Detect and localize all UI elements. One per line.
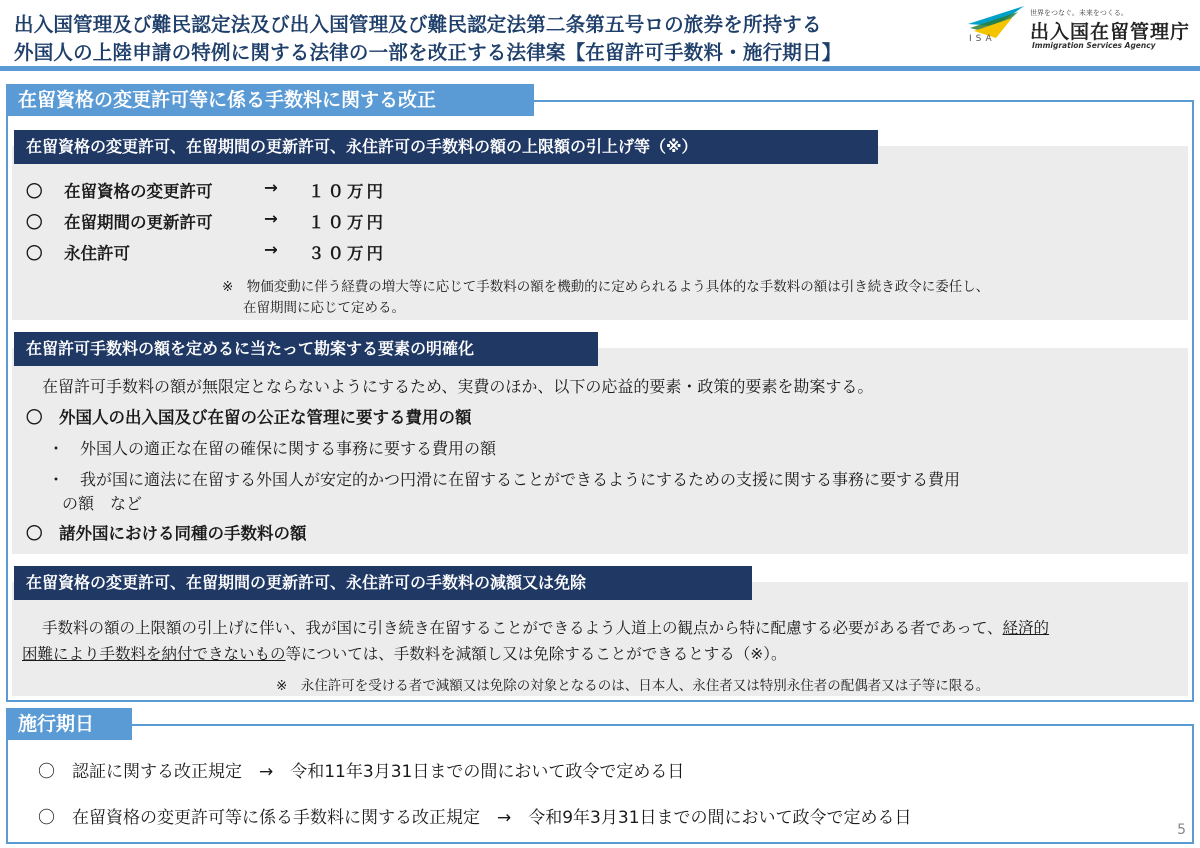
agency-logo xyxy=(966,4,1196,60)
fee-reduction-note: ※ 永住許可を受ける者で減額又は免除の対象となるのは、日本人、永住者又は特別永住者の配偶者又は子等に限る。 xyxy=(276,678,990,694)
fee-item-name: 在留期間の更新許可 xyxy=(64,213,213,232)
fee-item-amount: １０万円 xyxy=(308,213,386,232)
fee-factors-bullet-residence: ・ 外国人の適正な在留の確保に関する事務に要する費用の額 xyxy=(48,439,497,458)
fee-cap-note-line-1: ※ 物価変動に伴う経費の増大等に応じて手数料の額を機動的に定められるよう具体的な手数料の額は引き続き政令に委任し、 xyxy=(222,279,990,295)
fee-factors-item-foreign-fees: 〇 諸外国における同種の手数料の額 xyxy=(26,524,307,543)
fee-cap-heading: 在留資格の変更許可、在留期間の更新許可、永住許可の手数料の額の上限額の引上げ等（※） xyxy=(14,130,878,164)
fee-reduction-underlined: 経済的 xyxy=(1002,619,1050,637)
logo-agency-name: 出入国在留管理庁 xyxy=(1030,21,1191,43)
fee-factors-bullet-support-line-1: ・ 我が国に適法に在留する外国人が安定的かつ円滑に在留することができるようにするための支援に関する事務に要する費用 xyxy=(48,470,961,489)
fee-section-tab: 在留資格の変更許可等に係る手数料に関する改正 xyxy=(6,84,534,116)
fee-factors-bullet-support-line-2: の額 など xyxy=(62,494,143,513)
effective-date-row-fee: 〇 在留資格の変更許可等に係る手数料に関する改正規定 → 令和9年3月31日までの間において政令で定める日 xyxy=(38,808,912,828)
circle-bullet: 〇 xyxy=(26,244,43,263)
fee-reduction-underlined: 困難により手数料を納付できないもの xyxy=(22,645,286,663)
fee-item-amount: １０万円 xyxy=(308,182,386,201)
fee-cap-note-line-2: 在留期間に応じて定める。 xyxy=(243,300,405,316)
logo-agency-name-en: Immigration Services Agency xyxy=(1032,41,1156,50)
logo-tagline: 世界をつなぐ。未来をつくる。 xyxy=(1030,9,1128,17)
page-header xyxy=(0,0,1200,66)
fee-reduction-heading: 在留資格の変更許可、在留期間の更新許可、永住許可の手数料の減額又は免除 xyxy=(14,566,752,600)
logo-acronym: ISA xyxy=(969,34,996,44)
fee-item-name: 永住許可 xyxy=(64,244,130,263)
circle-bullet: 〇 xyxy=(26,182,43,201)
fee-reduction-text: 手数料の額の上限額の引上げに伴い、我が国に引き続き在留することができるよう人道上の観点から特に配慮する必要がある者であって、 xyxy=(42,619,1003,637)
fee-factors-intro: 在留許可手数料の額が無限定とならないようにするため、実費のほか、以下の応益的要素・政策的要素を勘案する。 xyxy=(42,377,874,396)
fee-reduction-paragraph-line-2 xyxy=(22,642,786,664)
fee-reduction-text: 等については、手数料を減額し又は免除することができるとする（※）。 xyxy=(285,645,787,663)
effective-date-row-certification: 〇 認証に関する改正規定 → 令和11年3月31日までの間において政令で定める日 xyxy=(38,762,685,782)
effective-date-tab: 施行期日 xyxy=(6,708,132,740)
fee-item-name: 在留資格の変更許可 xyxy=(64,182,213,201)
fee-item-amount: ３０万円 xyxy=(308,244,386,263)
page-title-line-1: 出入国管理及び難民認定法及び出入国管理及び難民認定法第二条第五号ロの旅券を所持する xyxy=(14,13,822,36)
page-title-line-2: 外国人の上陸申請の特例に関する法律の一部を改正する法律案【在留許可手数料・施行期日】 xyxy=(14,41,842,64)
fee-reduction-paragraph-line-1 xyxy=(42,616,1049,638)
circle-bullet: 〇 xyxy=(26,213,43,232)
fee-factors-item-admin-cost: 〇 外国人の出入国及び在留の公正な管理に要する費用の額 xyxy=(26,408,472,427)
header-divider xyxy=(0,66,1200,71)
arrow-icon: → xyxy=(264,209,278,228)
arrow-icon: → xyxy=(264,240,278,259)
fee-factors-heading: 在留許可手数料の額を定めるに当たって勘案する要素の明確化 xyxy=(14,332,598,366)
page-number: 5 xyxy=(1177,822,1186,838)
arrow-icon: → xyxy=(264,178,278,197)
